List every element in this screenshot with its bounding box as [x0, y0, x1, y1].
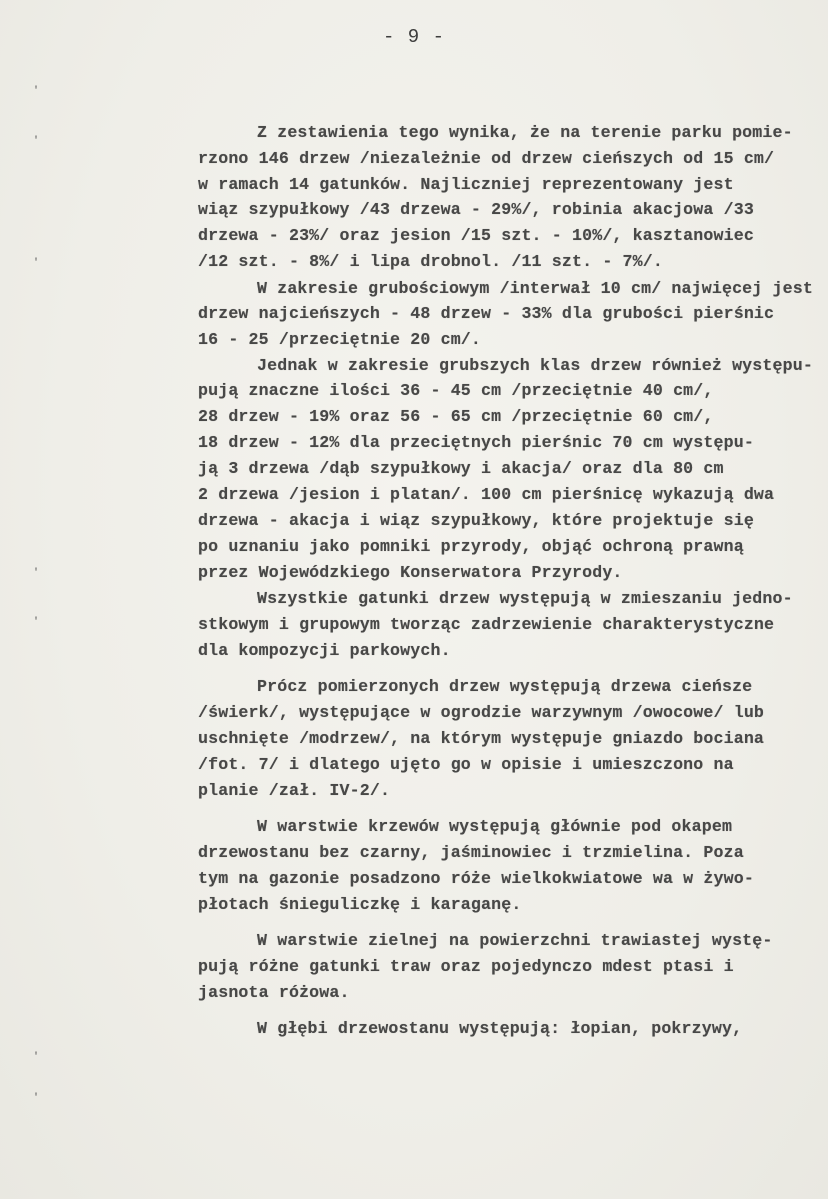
text-line: Jednak w zakresie grubszych klas drzew również występu-	[257, 356, 813, 375]
text-line: pują znaczne ilości 36 - 45 cm /przeciętnie 40 cm/,	[198, 381, 714, 400]
text-line: jasnota różowa.	[198, 983, 350, 1002]
text-line: /12 szt. - 8%/ i lipa drobnol. /11 szt. - 7%/.	[198, 252, 663, 271]
text-line: drzew najcieńszych - 48 drzew - 33% dla grubości pierśnic	[198, 304, 775, 323]
text-line: uschnięte /modrzew/, na którym występuje gniazdo bociana	[198, 729, 765, 748]
text-line: planie /zał. IV-2/.	[198, 781, 391, 800]
margin-mark: '	[33, 258, 40, 269]
text-line: 28 drzew - 19% oraz 56 - 65 cm /przeciętnie 60 cm/,	[198, 407, 714, 426]
text-line: drzewostanu bez czarny, jaśminowiec i trzmielina. Poza	[198, 843, 744, 862]
text-line: pują różne gatunki traw oraz pojedynczo mdest ptasi i	[198, 957, 734, 976]
text-line: drzewa - 23%/ oraz jesion /15 szt. - 10%/, kasztanowiec	[198, 226, 754, 245]
text-line: 16 - 25 /przeciętnie 20 cm/.	[198, 330, 482, 349]
text-line: 18 drzew - 12% dla przeciętnych pierśnic 70 cm występu-	[198, 433, 754, 452]
margin-mark: '	[33, 136, 40, 147]
text-line: przez Wojewódzkiego Konserwatora Przyrody.	[198, 563, 623, 582]
margin-mark: '	[33, 86, 40, 97]
text-line: W warstwie zielnej na powierzchni trawiastej wystę-	[257, 931, 773, 950]
text-line: 2 drzewa /jesion i platan/. 100 cm pierśnicę wykazują dwa	[198, 485, 775, 504]
text-line: stkowym i grupowym tworząc zadrzewienie charakterystyczne	[198, 615, 775, 634]
text-line: drzewa - akacja i wiąz szypułkowy, które projektuje się	[198, 511, 754, 530]
text-line: Prócz pomierzonych drzew występują drzewa cieńsze	[257, 677, 753, 696]
text-line: po uznaniu jako pomniki przyrody, objąć ochroną prawną	[198, 537, 744, 556]
text-line: ją 3 drzewa /dąb szypułkowy i akacja/ oraz dla 80 cm	[198, 459, 724, 478]
text-line: Wszystkie gatunki drzew występują w zmieszaniu jedno-	[257, 589, 793, 608]
text-line: W zakresie grubościowym /interwał 10 cm/ najwięcej jest	[257, 279, 813, 298]
text-line: W głębi drzewostanu występują: łopian, pokrzywy,	[257, 1019, 743, 1038]
text-line: W warstwie krzewów występują głównie pod okapem	[257, 817, 733, 836]
margin-mark: '	[33, 617, 40, 628]
text-line: wiąz szypułkowy /43 drzewa - 29%/, robinia akacjowa /33	[198, 200, 754, 219]
text-line: rzono 146 drzew /niezależnie od drzew cieńszych od 15 cm/	[198, 149, 775, 168]
margin-mark: '	[33, 568, 40, 579]
margin-mark: '	[33, 1093, 40, 1104]
text-line: Z zestawienia tego wynika, że na terenie parku pomie-	[257, 123, 793, 142]
text-line: tym na gazonie posadzono róże wielkokwiatowe wa w żywo-	[198, 869, 754, 888]
text-line: w ramach 14 gatunków. Najliczniej reprezentowany jest	[198, 175, 734, 194]
text-line: dla kompozycji parkowych.	[198, 641, 451, 660]
text-line: /fot. 7/ i dlatego ujęto go w opisie i umieszczono na	[198, 755, 734, 774]
text-line: płotach śnieguliczkę i karaganę.	[198, 895, 522, 914]
margin-mark: '	[33, 1052, 40, 1063]
text-line: /świerk/, występujące w ogrodzie warzywnym /owocowe/ lub	[198, 703, 765, 722]
page-number: - 9 -	[382, 26, 445, 48]
